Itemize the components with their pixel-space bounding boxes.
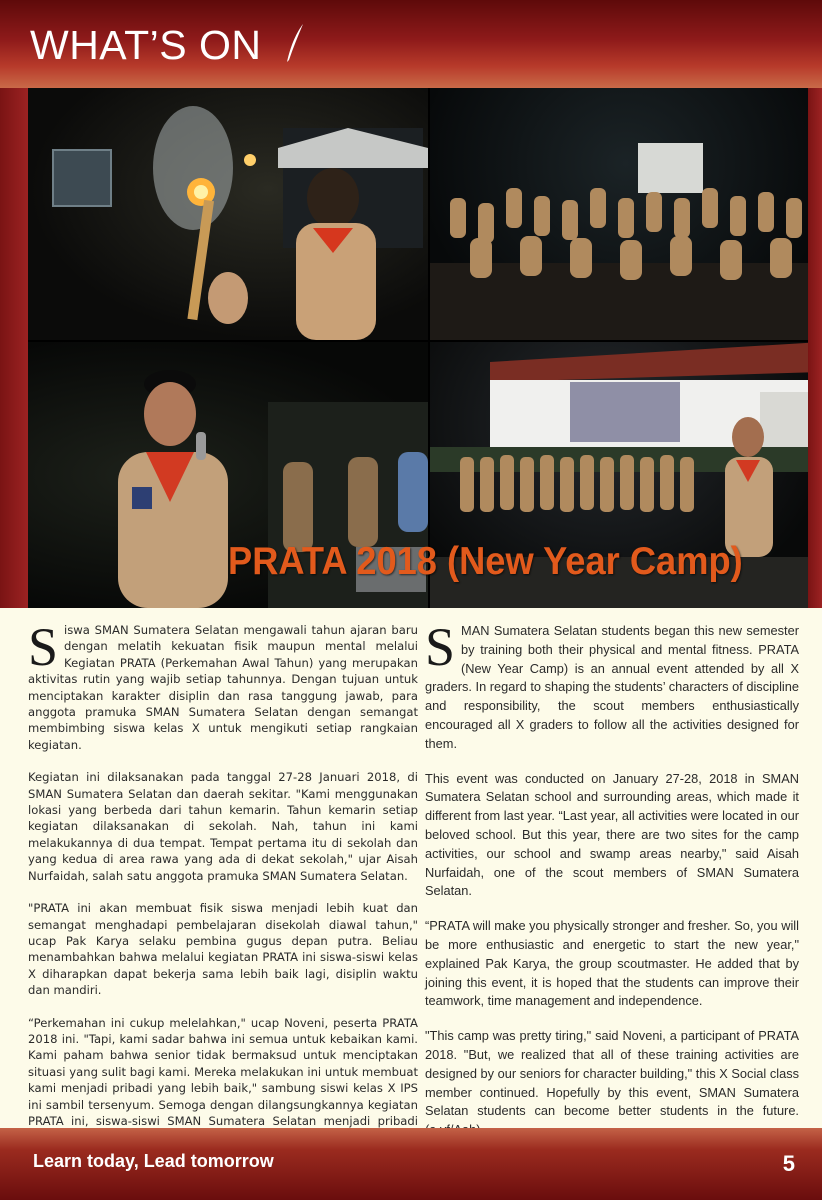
page-footer	[0, 1128, 822, 1200]
paragraph-id-3: "PRATA ini akan membuat fisik siswa menjadi lebih kuat dan semangat menghadapi pembelajaran disekolah diawal tahun," ucap Pak Karya selaku pembina gugus depan putra. Beliau menambahkan bahwa melalui kegiatan PRATA ini siswa-siswi kelas X diharapkan dapat bekerja sama lebih baik lagi, disiplin waktu dan mandiri.	[28, 901, 418, 998]
photo-group-dance	[430, 88, 822, 340]
article-english	[425, 617, 799, 1156]
article-indonesian	[28, 617, 418, 1162]
dropcap: S	[28, 617, 59, 677]
photo-collage	[28, 88, 822, 608]
paragraph-en-4: "This camp was pretty tiring," said Noveni, a participant of PRATA 2018. "But, we realized that all of these training activities are designed by our seniors for character building," this X Social class member continued. Hopefully by this event, SMAN Sumatera Selatan students can become better students in the future.	[425, 1028, 799, 1119]
paragraph-en-3: “PRATA will make you physically stronger and fresher. So, you will be more enthusiastic and energetic to start the new year," explained Pak Karya, the group scoutmaster. He added that by joining this event, it is hoped that the students can improve their teamwork, time management and independence.	[425, 918, 799, 1009]
article-headline: PRATA 2018 (New Year Camp)	[228, 540, 743, 583]
paragraph-id-1	[28, 617, 418, 753]
paragraph-text: iswa SMAN Sumatera Selatan mengawali tahun ajaran baru dengan melatih kekuatan fisik maupun mental melalui Kegiatan PRATA (Perkemahan Awal Tahun) yang merupakan aktivitas rutin yang wajib setiap tahunnya. Dengan tujuan untuk menciptakan karakter disiplin dan rasa tanggung jawab, para anggota pramuka SMAN Sumatera Selatan dengan semangat membimbing siswa kelas X untuk mengikuti setiap rangkaian kegiatan.	[28, 623, 418, 752]
footer-tagline: Learn today, Lead tomorrow	[33, 1151, 274, 1171]
left-red-band	[0, 88, 28, 608]
group-dance-illustration	[430, 88, 822, 340]
section-title: WHAT’S ON	[30, 22, 262, 68]
page-header	[0, 0, 822, 88]
right-red-band	[808, 88, 822, 608]
paragraph-en-1	[425, 617, 799, 754]
quill-icon	[283, 22, 305, 66]
dropcap: S	[425, 617, 456, 677]
paragraph-id-4: “Perkemahan ini cukup melelahkan," ucap Noveni, peserta PRATA 2018 ini. "Tapi, kami sadar bahwa ini semua untuk kebaikan kami. Kami paham bahwa senior tidak bermaksud untuk menciptakan situasi yang sulit bagi kami. Mereka melakukan ini untuk membuat kami menjadi pribadi yang lebih baik," sambung siswi kelas X IPS ini sambil tersenyum. Semoga dengan dilangsungkannya kegiatan PRATA ini, siswa-siswi SMAN Sumatera Selatan menjadi pribadi	[28, 1015, 418, 1128]
paragraph-text: MAN Sumatera Selatan students began this new semester by training both their physical and mental fitness. PRATA (New Year Camp) is an annual event attended by all X graders. In regard to shaping the students’ characters of discipline and responsibility, the scout members enthusiastically encouraged all X graders to follow all the activities designed for them.	[425, 623, 799, 751]
paragraph-en-2: This event was conducted on January 27-28, 2018 in SMAN Sumatera Selatan school and surrounding areas, which made it different from last year. “Last year, all activities were located in our beloved school. But this year, there are two sites for the camp activities, our school and swamp areas nearby," said Aisah Nurfaidah, one of the scout members of SMAN Sumatera Selatan.	[425, 770, 799, 899]
page-number: 5	[782, 1151, 795, 1176]
torch-bearer-illustration	[28, 88, 428, 340]
paragraph-id-2: Kegiatan ini dilaksanakan pada tanggal 27-28 Januari 2018, di SMAN Sumatera Selatan dan daerah sekitar. "Kami menggunakan lokasi yang berbeda dari tahun kemarin. Tahun kemarin setiap kegiatan dilaksanakan di sekolah. Nah, tahun ini kami melakukannya di dua tempat. Tempat pertama itu di sekolah dan yang kedua di area rawa yang ada di dekat sekolah," ujar Aisah Nurfaidah, salah satu anggota pramuka SMAN Sumatera Selatan.	[28, 770, 418, 883]
photo-torch-bearer	[28, 88, 428, 340]
